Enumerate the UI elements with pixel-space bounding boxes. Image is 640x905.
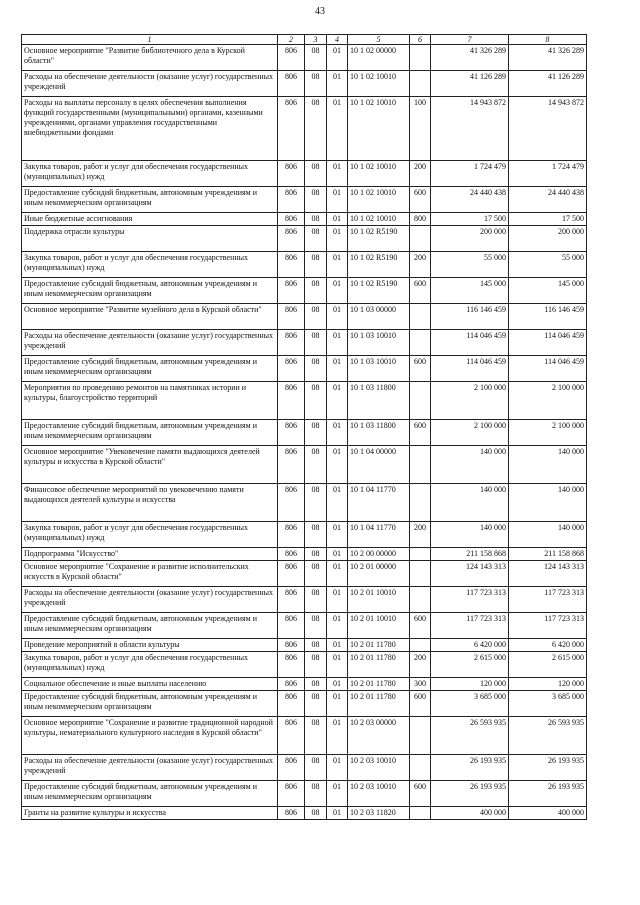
row-target-article: 10 1 02 R5190	[348, 278, 410, 304]
column-number: 1	[22, 35, 278, 45]
row-amount-2019: 41 126 289	[431, 71, 509, 97]
row-ministry-code: 806	[278, 717, 305, 755]
row-amount-2020: 26 593 935	[509, 717, 587, 755]
row-ministry-code: 806	[278, 561, 305, 587]
row-amount-2020: 3 685 000	[509, 691, 587, 717]
row-amount-2019: 17 500	[431, 213, 509, 226]
row-amount-2020: 2 100 000	[509, 382, 587, 420]
row-section-code: 08	[305, 639, 327, 652]
row-target-article: 10 2 01 11780	[348, 678, 410, 691]
row-name: Расходы на обеспечение деятельности (оказание услуг) государственных учреждений	[22, 71, 278, 97]
table-row	[22, 213, 587, 226]
row-subsection-code: 01	[327, 71, 348, 97]
row-amount-2020: 211 158 868	[509, 548, 587, 561]
row-target-article: 10 1 02 00000	[348, 45, 410, 71]
row-section-code: 08	[305, 252, 327, 278]
table-row	[22, 639, 587, 652]
row-section-code: 08	[305, 691, 327, 717]
row-amount-2019: 114 046 459	[431, 330, 509, 356]
row-ministry-code: 806	[278, 548, 305, 561]
row-expense-type: 800	[410, 213, 431, 226]
row-expense-type	[410, 717, 431, 755]
row-expense-type	[410, 755, 431, 781]
row-section-code: 08	[305, 213, 327, 226]
table-row	[22, 252, 587, 278]
row-target-article: 10 1 02 10010	[348, 161, 410, 187]
row-subsection-code: 01	[327, 755, 348, 781]
row-target-article: 10 2 01 11780	[348, 652, 410, 678]
row-section-code: 08	[305, 613, 327, 639]
row-amount-2020: 26 193 935	[509, 755, 587, 781]
row-subsection-code: 01	[327, 213, 348, 226]
row-section-code: 08	[305, 548, 327, 561]
row-target-article: 10 1 02 R5190	[348, 252, 410, 278]
row-name: Закупка товаров, работ и услуг для обеспечения государственных (муниципальных) нужд	[22, 161, 278, 187]
row-target-article: 10 2 03 10010	[348, 781, 410, 807]
row-amount-2020: 26 193 935	[509, 781, 587, 807]
row-subsection-code: 01	[327, 45, 348, 71]
row-ministry-code: 806	[278, 613, 305, 639]
row-section-code: 08	[305, 71, 327, 97]
row-name: Закупка товаров, работ и услуг для обеспечения государственных (муниципальных) нужд	[22, 652, 278, 678]
row-target-article: 10 1 03 00000	[348, 304, 410, 330]
table-row	[22, 420, 587, 446]
table-row	[22, 187, 587, 213]
row-section-code: 08	[305, 781, 327, 807]
row-amount-2019: 117 723 313	[431, 587, 509, 613]
row-section-code: 08	[305, 330, 327, 356]
row-target-article: 10 1 02 10010	[348, 71, 410, 97]
row-expense-type: 200	[410, 161, 431, 187]
column-number: 8	[509, 35, 587, 45]
row-subsection-code: 01	[327, 278, 348, 304]
row-section-code: 08	[305, 522, 327, 548]
row-subsection-code: 01	[327, 807, 348, 820]
row-expense-type: 300	[410, 678, 431, 691]
row-name: Мероприятия по проведению ремонтов на памятниках истории и культуры, благоустройство территорий	[22, 382, 278, 420]
row-section-code: 08	[305, 755, 327, 781]
row-ministry-code: 806	[278, 781, 305, 807]
column-number: 2	[278, 35, 305, 45]
table-row	[22, 807, 587, 820]
row-section-code: 08	[305, 356, 327, 382]
table-row	[22, 781, 587, 807]
table-row	[22, 330, 587, 356]
row-amount-2020: 116 146 459	[509, 304, 587, 330]
row-ministry-code: 806	[278, 446, 305, 484]
row-amount-2020: 41 326 289	[509, 45, 587, 71]
column-number: 3	[305, 35, 327, 45]
row-subsection-code: 01	[327, 717, 348, 755]
row-section-code: 08	[305, 304, 327, 330]
row-name: Основное мероприятие "Развитие музейного дела в Курской области"	[22, 304, 278, 330]
row-subsection-code: 01	[327, 484, 348, 522]
row-ministry-code: 806	[278, 420, 305, 446]
row-target-article: 10 2 01 11780	[348, 639, 410, 652]
row-section-code: 08	[305, 561, 327, 587]
table-row	[22, 484, 587, 522]
row-amount-2020: 140 000	[509, 484, 587, 522]
row-expense-type	[410, 548, 431, 561]
row-section-code: 08	[305, 678, 327, 691]
row-amount-2019: 2 100 000	[431, 382, 509, 420]
row-amount-2019: 140 000	[431, 522, 509, 548]
table-row	[22, 548, 587, 561]
row-target-article: 10 1 03 11800	[348, 420, 410, 446]
row-name: Основное мероприятие "Сохранение и развитие исполнительских искусств в Курской области"	[22, 561, 278, 587]
row-expense-type	[410, 484, 431, 522]
row-name: Предоставление субсидий бюджетным, автономным учреждениям и иным некоммерческим организациям	[22, 691, 278, 717]
row-expense-type	[410, 561, 431, 587]
row-subsection-code: 01	[327, 161, 348, 187]
row-amount-2019: 14 943 872	[431, 97, 509, 161]
row-subsection-code: 01	[327, 587, 348, 613]
row-name: Иные бюджетные ассигнования	[22, 213, 278, 226]
row-amount-2020: 14 943 872	[509, 97, 587, 161]
row-amount-2019: 211 158 868	[431, 548, 509, 561]
row-name: Предоставление субсидий бюджетным, автономным учреждениям и иным некоммерческим организациям	[22, 278, 278, 304]
row-expense-type	[410, 45, 431, 71]
row-subsection-code: 01	[327, 252, 348, 278]
row-target-article: 10 1 02 10010	[348, 213, 410, 226]
row-amount-2020: 24 440 438	[509, 187, 587, 213]
row-name: Расходы на обеспечение деятельности (оказание услуг) государственных учреждений	[22, 587, 278, 613]
row-section-code: 08	[305, 278, 327, 304]
row-ministry-code: 806	[278, 252, 305, 278]
column-number: 6	[410, 35, 431, 45]
column-number-row	[22, 35, 587, 45]
row-target-article: 10 1 04 11770	[348, 522, 410, 548]
row-amount-2019: 114 046 459	[431, 356, 509, 382]
row-section-code: 08	[305, 484, 327, 522]
row-amount-2020: 140 000	[509, 446, 587, 484]
row-ministry-code: 806	[278, 522, 305, 548]
row-subsection-code: 01	[327, 522, 348, 548]
row-subsection-code: 01	[327, 304, 348, 330]
column-number: 4	[327, 35, 348, 45]
row-amount-2019: 200 000	[431, 226, 509, 252]
row-expense-type	[410, 446, 431, 484]
row-amount-2019: 140 000	[431, 484, 509, 522]
table-row	[22, 522, 587, 548]
row-expense-type: 200	[410, 652, 431, 678]
table-row	[22, 356, 587, 382]
row-subsection-code: 01	[327, 187, 348, 213]
row-amount-2020: 117 723 313	[509, 613, 587, 639]
row-target-article: 10 2 01 10010	[348, 587, 410, 613]
row-amount-2019: 1 724 479	[431, 161, 509, 187]
row-ministry-code: 806	[278, 639, 305, 652]
row-name: Подпрограмма "Искусство"	[22, 548, 278, 561]
row-amount-2020: 124 143 313	[509, 561, 587, 587]
row-amount-2019: 400 000	[431, 807, 509, 820]
row-ministry-code: 806	[278, 382, 305, 420]
row-amount-2019: 2 615 000	[431, 652, 509, 678]
row-amount-2020: 2 615 000	[509, 652, 587, 678]
row-expense-type	[410, 330, 431, 356]
row-ministry-code: 806	[278, 161, 305, 187]
row-amount-2020: 400 000	[509, 807, 587, 820]
row-amount-2019: 140 000	[431, 446, 509, 484]
row-subsection-code: 01	[327, 420, 348, 446]
row-expense-type: 200	[410, 252, 431, 278]
row-amount-2020: 1 724 479	[509, 161, 587, 187]
row-ministry-code: 806	[278, 330, 305, 356]
row-section-code: 08	[305, 717, 327, 755]
row-section-code: 08	[305, 382, 327, 420]
row-target-article: 10 2 03 00000	[348, 717, 410, 755]
row-name: Предоставление субсидий бюджетным, автономным учреждениям и иным некоммерческим организациям	[22, 613, 278, 639]
row-name: Гранты на развитие культуры и искусства	[22, 807, 278, 820]
row-target-article: 10 1 02 R5190	[348, 226, 410, 252]
row-name: Поддержка отрасли культуры	[22, 226, 278, 252]
table-row	[22, 161, 587, 187]
row-name: Основное мероприятие "Сохранение и развитие традиционной народной культуры, нематериального культурного наследия в Курской области"	[22, 717, 278, 755]
row-ministry-code: 806	[278, 678, 305, 691]
row-amount-2019: 6 420 000	[431, 639, 509, 652]
table-row	[22, 691, 587, 717]
row-target-article: 10 1 04 00000	[348, 446, 410, 484]
row-amount-2019: 55 000	[431, 252, 509, 278]
row-expense-type: 600	[410, 356, 431, 382]
table-row	[22, 304, 587, 330]
row-ministry-code: 806	[278, 755, 305, 781]
row-name: Расходы на обеспечение деятельности (оказание услуг) государственных учреждений	[22, 755, 278, 781]
row-target-article: 10 1 03 10010	[348, 330, 410, 356]
row-ministry-code: 806	[278, 652, 305, 678]
table-row	[22, 717, 587, 755]
row-expense-type	[410, 382, 431, 420]
row-target-article: 10 1 02 10010	[348, 97, 410, 161]
row-amount-2019: 2 100 000	[431, 420, 509, 446]
row-amount-2020: 114 046 459	[509, 356, 587, 382]
row-subsection-code: 01	[327, 356, 348, 382]
row-subsection-code: 01	[327, 691, 348, 717]
row-amount-2020: 41 126 289	[509, 71, 587, 97]
row-section-code: 08	[305, 45, 327, 71]
row-section-code: 08	[305, 807, 327, 820]
row-section-code: 08	[305, 420, 327, 446]
table-row	[22, 652, 587, 678]
row-expense-type	[410, 807, 431, 820]
row-subsection-code: 01	[327, 613, 348, 639]
row-name: Закупка товаров, работ и услуг для обеспечения государственных (муниципальных) нужд	[22, 252, 278, 278]
row-name: Предоставление субсидий бюджетным, автономным учреждениям и иным некоммерческим организациям	[22, 356, 278, 382]
row-ministry-code: 806	[278, 278, 305, 304]
row-amount-2020: 140 000	[509, 522, 587, 548]
row-subsection-code: 01	[327, 446, 348, 484]
row-name: Проведение мероприятий в области культуры	[22, 639, 278, 652]
table-row	[22, 678, 587, 691]
row-name: Основное мероприятие "Развитие библиотечного дела в Курской области"	[22, 45, 278, 71]
row-target-article: 10 2 03 10010	[348, 755, 410, 781]
budget-table	[21, 34, 587, 820]
row-ministry-code: 806	[278, 97, 305, 161]
row-name: Социальное обеспечение и иные выплаты населению	[22, 678, 278, 691]
row-ministry-code: 806	[278, 213, 305, 226]
row-name: Финансовое обеспечение мероприятий по увековечению памяти выдающихся деятелей культуры и искусства	[22, 484, 278, 522]
row-target-article: 10 1 03 10010	[348, 356, 410, 382]
row-subsection-code: 01	[327, 548, 348, 561]
row-target-article: 10 1 03 11800	[348, 382, 410, 420]
column-number: 5	[348, 35, 410, 45]
row-subsection-code: 01	[327, 330, 348, 356]
row-ministry-code: 806	[278, 71, 305, 97]
row-expense-type	[410, 304, 431, 330]
table-row	[22, 278, 587, 304]
row-expense-type	[410, 71, 431, 97]
table-body	[22, 35, 587, 820]
row-amount-2019: 41 326 289	[431, 45, 509, 71]
row-subsection-code: 01	[327, 97, 348, 161]
row-section-code: 08	[305, 652, 327, 678]
row-name: Предоставление субсидий бюджетным, автономным учреждениям и иным некоммерческим организациям	[22, 187, 278, 213]
row-amount-2020: 120 000	[509, 678, 587, 691]
row-target-article: 10 2 03 11820	[348, 807, 410, 820]
row-subsection-code: 01	[327, 639, 348, 652]
row-name: Закупка товаров, работ и услуг для обеспечения государственных (муниципальных) нужд	[22, 522, 278, 548]
row-ministry-code: 806	[278, 587, 305, 613]
row-subsection-code: 01	[327, 652, 348, 678]
row-expense-type	[410, 639, 431, 652]
row-expense-type	[410, 226, 431, 252]
row-amount-2019: 120 000	[431, 678, 509, 691]
row-ministry-code: 806	[278, 807, 305, 820]
row-ministry-code: 806	[278, 45, 305, 71]
row-section-code: 08	[305, 226, 327, 252]
row-name: Основное мероприятие "Увековечение памяти выдающихся деятелей культуры и искусства в Курской области"	[22, 446, 278, 484]
row-amount-2019: 124 143 313	[431, 561, 509, 587]
row-target-article: 10 1 02 10010	[348, 187, 410, 213]
table-row	[22, 561, 587, 587]
row-section-code: 08	[305, 446, 327, 484]
row-ministry-code: 806	[278, 356, 305, 382]
row-subsection-code: 01	[327, 226, 348, 252]
table-row	[22, 382, 587, 420]
page-number: 43	[315, 6, 325, 17]
table-row	[22, 45, 587, 71]
table-row	[22, 613, 587, 639]
row-amount-2019: 26 593 935	[431, 717, 509, 755]
row-expense-type: 600	[410, 691, 431, 717]
table-row	[22, 226, 587, 252]
row-expense-type: 200	[410, 522, 431, 548]
row-section-code: 08	[305, 97, 327, 161]
row-expense-type: 100	[410, 97, 431, 161]
row-amount-2020: 55 000	[509, 252, 587, 278]
row-ministry-code: 806	[278, 304, 305, 330]
row-amount-2019: 3 685 000	[431, 691, 509, 717]
row-name: Расходы на выплаты персоналу в целях обеспечения выполнения функций государственными (муниципальными) органами, казенными учреждениями, органами управления государственными внебюджетными фондами	[22, 97, 278, 161]
table-row	[22, 71, 587, 97]
row-amount-2020: 2 100 000	[509, 420, 587, 446]
row-expense-type	[410, 587, 431, 613]
row-subsection-code: 01	[327, 678, 348, 691]
row-ministry-code: 806	[278, 484, 305, 522]
row-name: Предоставление субсидий бюджетным, автономным учреждениям и иным некоммерческим организациям	[22, 781, 278, 807]
row-target-article: 10 1 04 11770	[348, 484, 410, 522]
row-subsection-code: 01	[327, 382, 348, 420]
row-subsection-code: 01	[327, 781, 348, 807]
row-section-code: 08	[305, 587, 327, 613]
row-subsection-code: 01	[327, 561, 348, 587]
row-amount-2019: 26 193 935	[431, 781, 509, 807]
row-name: Расходы на обеспечение деятельности (оказание услуг) государственных учреждений	[22, 330, 278, 356]
table-row	[22, 446, 587, 484]
table-row	[22, 755, 587, 781]
table-row	[22, 587, 587, 613]
row-amount-2019: 145 000	[431, 278, 509, 304]
row-target-article: 10 2 01 10010	[348, 613, 410, 639]
row-expense-type: 600	[410, 420, 431, 446]
row-amount-2019: 117 723 313	[431, 613, 509, 639]
row-amount-2019: 116 146 459	[431, 304, 509, 330]
row-amount-2020: 200 000	[509, 226, 587, 252]
row-expense-type: 600	[410, 613, 431, 639]
column-number: 7	[431, 35, 509, 45]
row-expense-type: 600	[410, 187, 431, 213]
row-ministry-code: 806	[278, 226, 305, 252]
row-section-code: 08	[305, 187, 327, 213]
row-expense-type: 600	[410, 781, 431, 807]
row-ministry-code: 806	[278, 691, 305, 717]
row-ministry-code: 806	[278, 187, 305, 213]
row-section-code: 08	[305, 161, 327, 187]
row-name: Предоставление субсидий бюджетным, автономным учреждениям и иным некоммерческим организациям	[22, 420, 278, 446]
row-target-article: 10 2 01 00000	[348, 561, 410, 587]
row-amount-2020: 117 723 313	[509, 587, 587, 613]
row-amount-2020: 114 046 459	[509, 330, 587, 356]
row-target-article: 10 2 01 11780	[348, 691, 410, 717]
table-row	[22, 97, 587, 161]
row-expense-type: 600	[410, 278, 431, 304]
row-amount-2020: 145 000	[509, 278, 587, 304]
row-amount-2019: 24 440 438	[431, 187, 509, 213]
row-amount-2020: 6 420 000	[509, 639, 587, 652]
row-target-article: 10 2 00 00000	[348, 548, 410, 561]
row-amount-2020: 17 500	[509, 213, 587, 226]
row-amount-2019: 26 193 935	[431, 755, 509, 781]
